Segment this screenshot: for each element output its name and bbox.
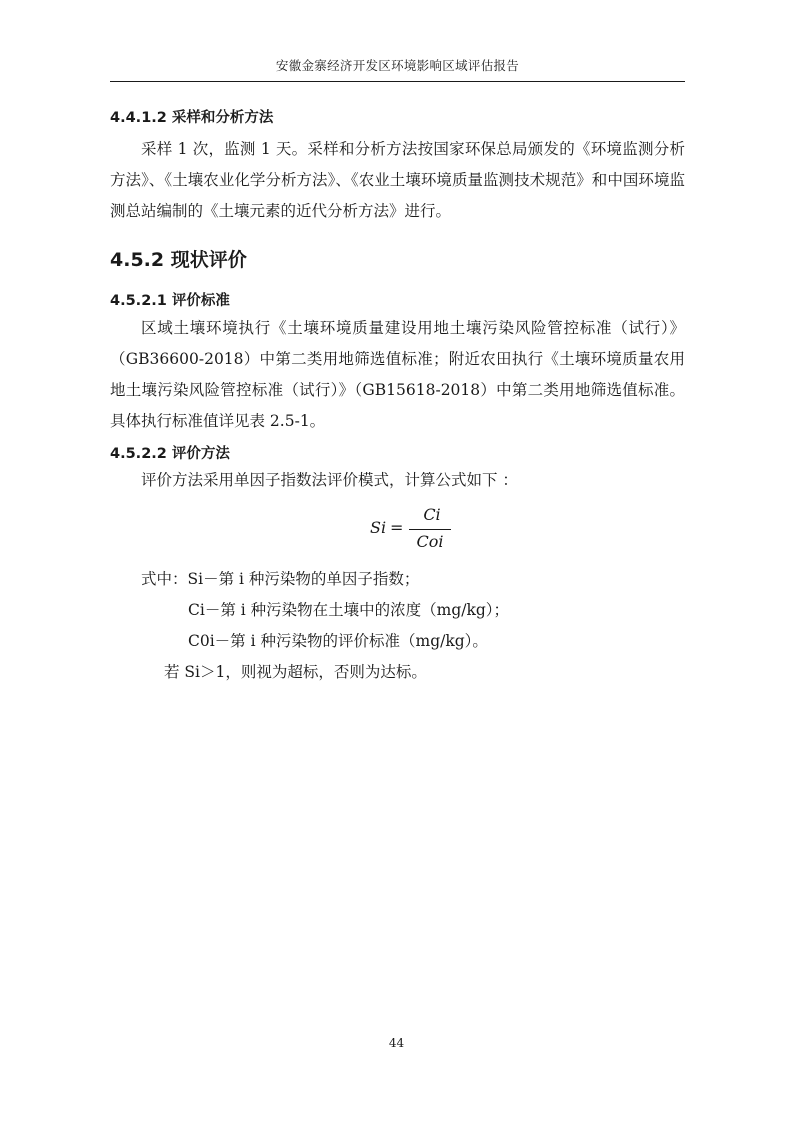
method-intro: 评价方法采用单因子指数法评价模式，计算公式如下 ： — [141, 471, 518, 489]
page-number: 44 — [388, 1036, 405, 1050]
formula-lhs: Si — [370, 518, 387, 537]
evaluation-criterion: 若 Si＞1，则视为超标，否则为达标。 — [164, 663, 427, 681]
formula-numerator: Ci — [423, 505, 441, 524]
section-4521-body — [110, 313, 685, 437]
where-line-ci: Ci－第 i 种污染物在土壤中的浓度（mg/kg）； — [188, 601, 510, 619]
where-line-si: 式中：Si－第 i 种污染物的单因子指数； — [141, 570, 420, 588]
formula-equals: = — [390, 518, 404, 537]
header-divider — [110, 81, 685, 82]
section-4412-paragraph: 采样 1 次，监测 1 天。采样和分析方法按国家环保总局颁发的《环境监测分析方法》、《土壤农业化学分析方法》、《农业土壤环境质量监测技术规范》和中国环境监测总站编制的《土壤元素的近代分析方法》进行。 — [110, 140, 685, 220]
where-line-c0i: C0i－第 i 种污染物的评价标准（mg/kg）。 — [188, 632, 488, 650]
section-4521-paragraph: 区域土壤环境执行《土壤环境质量建设用地土壤污染风险管控标准（试行）》（GB36600-2018）中第二类用地筛选值标准；附近农田执行《土壤环境质量农用地土壤污染风险管控标准（试行）》（GB15618-2018）中第二类用地筛选值标准。具体执行标准值详见表 2.5-1。 — [110, 319, 685, 430]
section-452-heading: 4.5.2 现状评价 — [110, 249, 247, 271]
section-4521-heading: 4.5.2.1 评价标准 — [110, 293, 230, 309]
section-4412-heading: 4.4.1.2 采样和分析方法 — [110, 110, 274, 126]
formula-denominator: Coi — [416, 532, 444, 551]
page-header: 安徽金寨经济开发区环境影响区域评估报告 — [275, 58, 520, 73]
section-4522-heading: 4.5.2.2 评价方法 — [110, 446, 230, 462]
single-factor-index-formula — [360, 505, 470, 557]
fraction-bar — [409, 529, 451, 530]
section-4412-body — [110, 134, 685, 227]
